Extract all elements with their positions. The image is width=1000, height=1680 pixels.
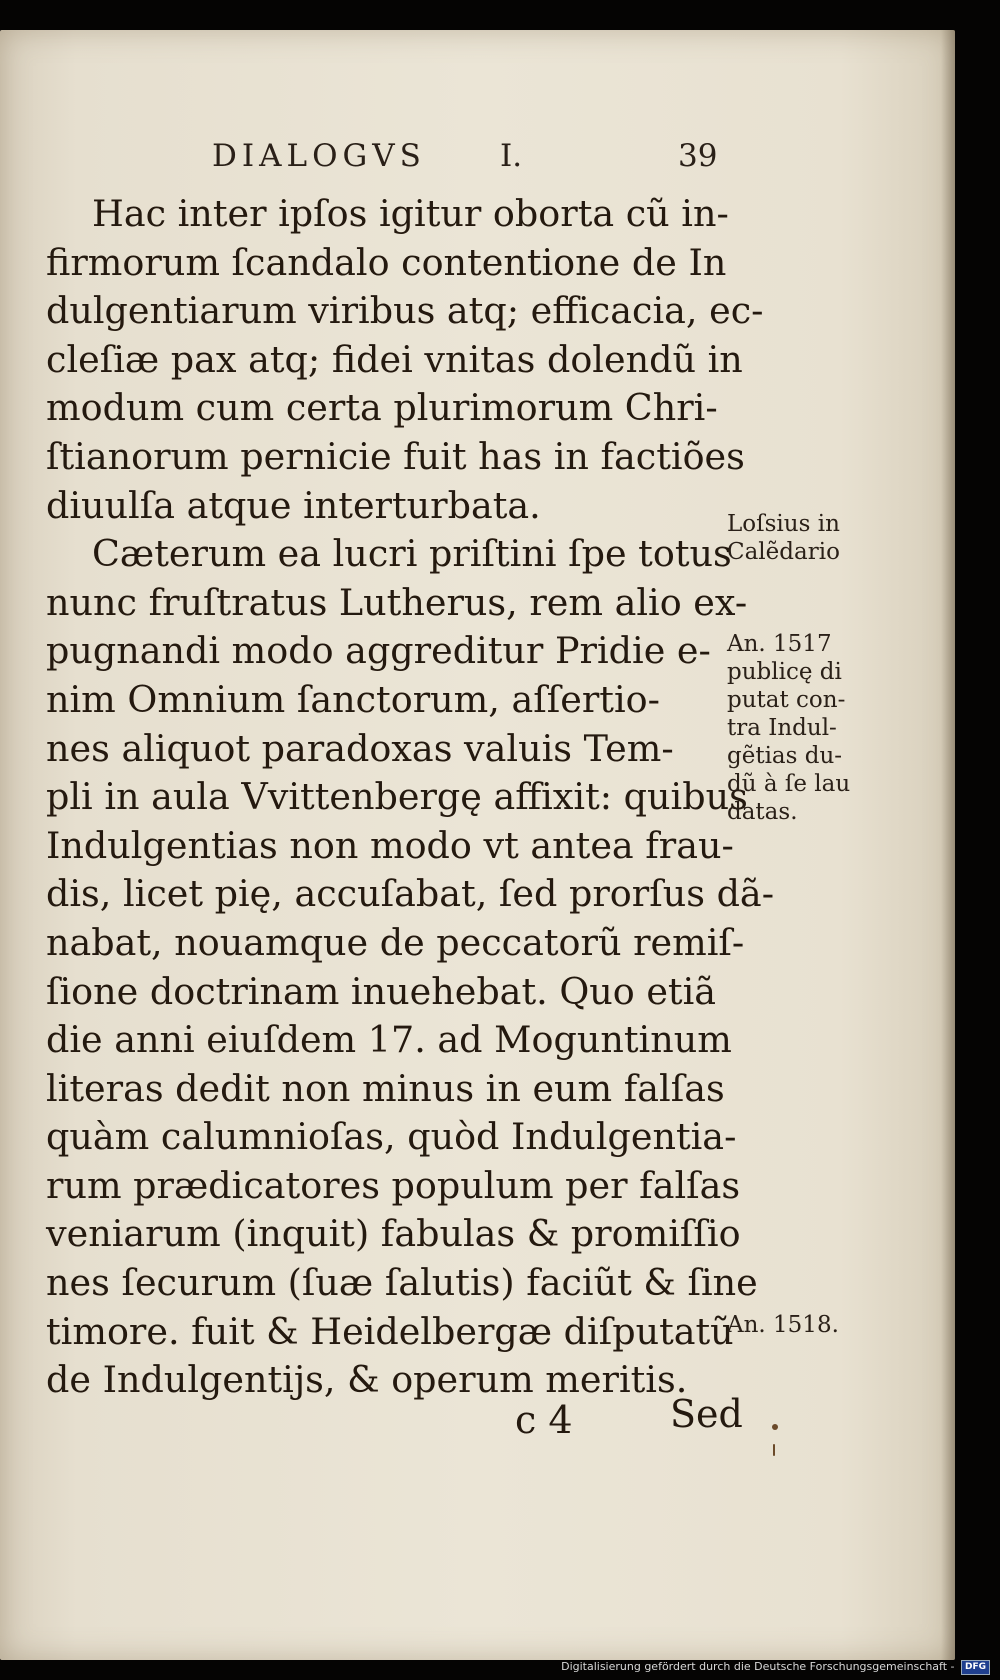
text-line: Hac inter ipſos igitur oborta cũ in- [92, 192, 729, 235]
signature-mark: c 4 [515, 1398, 573, 1442]
text-line: nabat, nouamque de peccatorũ remiſ- [46, 920, 745, 964]
catchword: Sed [670, 1392, 743, 1436]
text-line: nunc fruſtratus Lutherus, rem alio ex- [46, 580, 748, 624]
page-footer [0, 1392, 955, 1448]
text-line: nim Omnium ſanctorum, aſſertio- [46, 677, 660, 721]
margin-note-1517 [727, 630, 850, 826]
text-line: pli in aula Vvittenbergę affixit: quibus [46, 775, 748, 819]
book-page [0, 30, 955, 1660]
page-number: 39 [678, 138, 718, 174]
text-line: dulgentiarum viribus atq; efficacia, ec- [46, 289, 764, 333]
margin-note-losius [727, 510, 840, 566]
dialogue-numeral: I. [500, 138, 523, 174]
margin-note-line: Calẽdario [727, 539, 840, 565]
margin-note-line: An. 1518. [727, 1312, 839, 1338]
text-line: veniarum (inquit) fabulas & promiſſio [46, 1212, 741, 1256]
digitization-credit [561, 1656, 990, 1678]
text-line: cleſiæ pax atq; fidei vnitas dolendũ in [46, 337, 743, 381]
margin-note-1518 [727, 1311, 839, 1339]
text-line: nes ſecurum (ſuæ ſalutis) faciũt & ſine [46, 1261, 758, 1305]
margin-note-line: Loſsius in [727, 511, 840, 537]
running-header [0, 138, 955, 178]
margin-note-line: publicę di [727, 659, 842, 685]
paper-stain [770, 1420, 780, 1460]
text-line: pugnandi modo aggreditur Pridie e- [46, 629, 711, 673]
text-line: modum cum certa plurimorum Chri- [46, 386, 718, 430]
text-line: rum prædicatores populum per falſas [46, 1163, 741, 1207]
text-line: quàm calumnioſas, quòd Indulgentia- [46, 1115, 737, 1159]
margin-note-line: dũ à ſe lau [727, 771, 851, 797]
text-line: firmorum ſcandalo contentione de In [46, 240, 727, 284]
text-line: ſtianorum pernicie fuit has in factiões [46, 434, 745, 478]
dfg-logo: DFG [961, 1660, 990, 1675]
text-line: literas dedit non minus in eum falſas [46, 1066, 725, 1110]
text-line: Cæterum ea lucri priſtini ſpe totus [92, 532, 732, 576]
text-line: nes aliquot paradoxas valuis Tem- [46, 726, 674, 770]
text-line: ſione doctrinam inuehebat. Quo etiã [46, 969, 717, 1013]
margin-note-line: An. 1517 [727, 631, 832, 657]
text-line: de Indulgentijs, & operum meritis. [46, 1358, 688, 1402]
text-line: diuulſa atque interturbata. [46, 483, 541, 527]
credit-text: Digitalisierung gefördert durch die Deutsche Forschungsgemeinschaft - [561, 1660, 955, 1673]
text-line: Indulgentias non modo vt antea frau- [46, 823, 734, 867]
running-title: DIALOGVS [212, 138, 426, 174]
text-line: die anni eiuſdem 17. ad Moguntinum [46, 1018, 732, 1062]
margin-note-line: datas. [727, 799, 798, 825]
text-line: timore. fuit & Heidelbergæ diſputatũ [46, 1309, 734, 1353]
margin-note-line: putat con- [727, 687, 846, 713]
margin-note-line: tra Indul- [727, 715, 837, 741]
margin-note-line: gẽtias du- [727, 743, 843, 769]
text-line: dis, licet pię, accuſabat, ſed prorſus dã- [46, 872, 775, 916]
